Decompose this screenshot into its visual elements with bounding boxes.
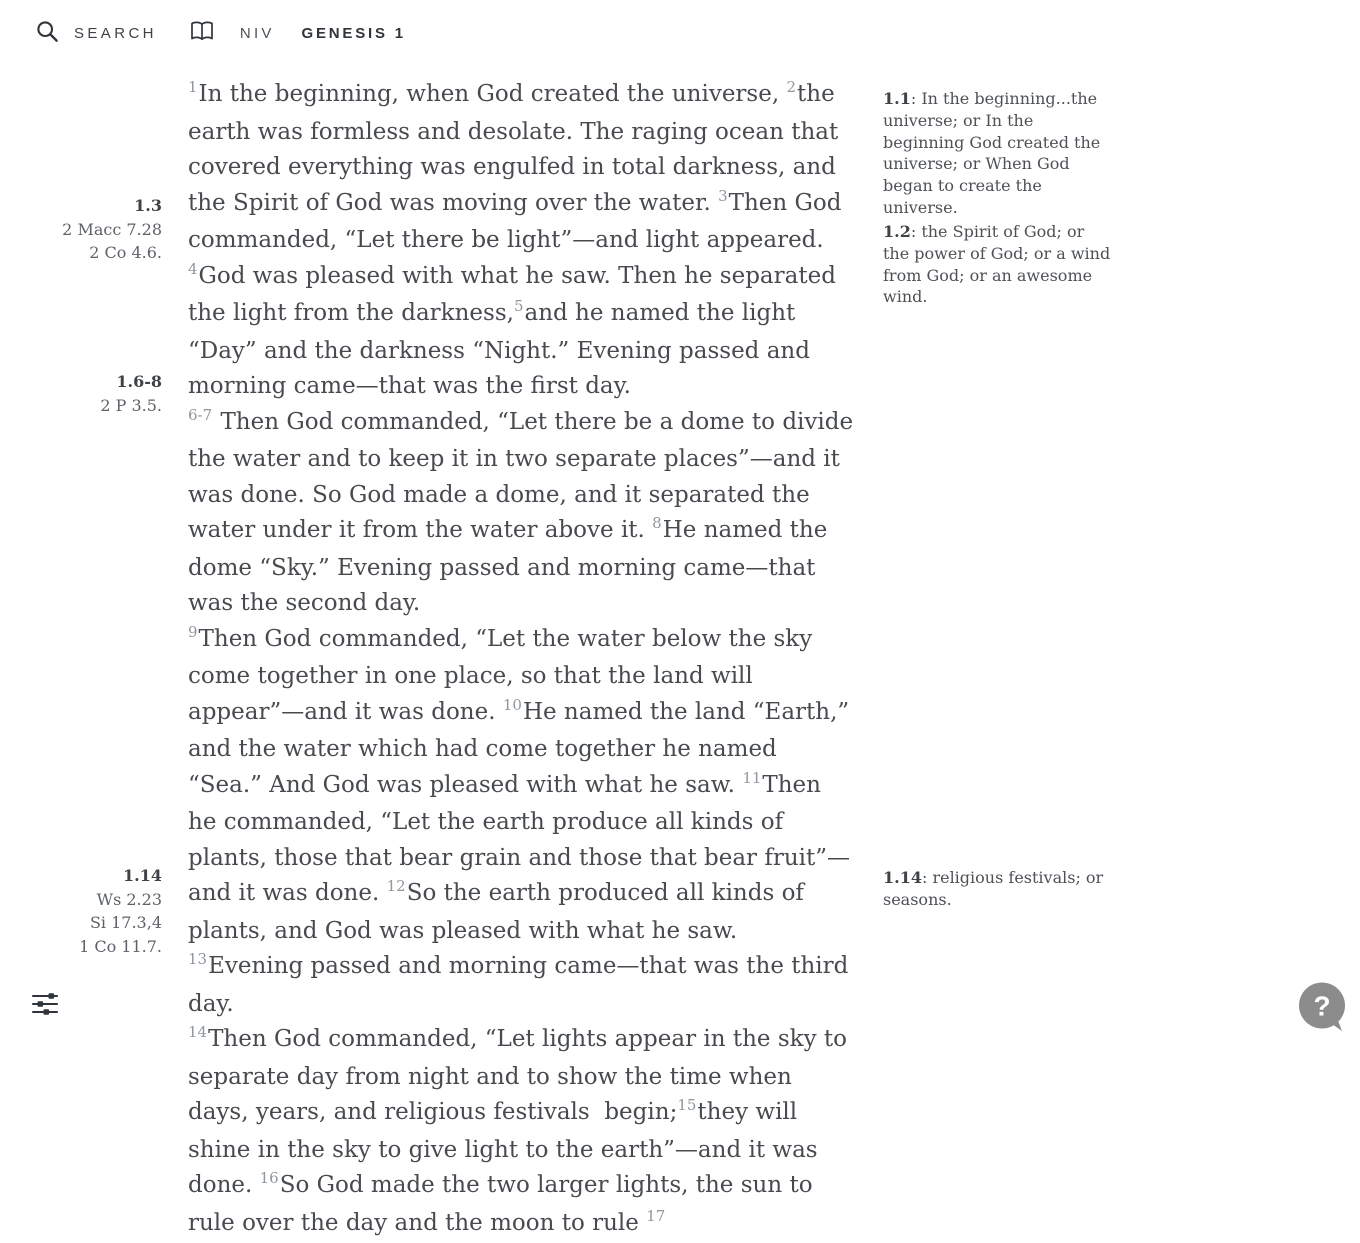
svg-text:?: ? (1313, 990, 1331, 1022)
display-settings-button[interactable] (30, 989, 60, 1019)
verse-paragraph: $^{6-7}$ Then God commanded, “Let there be a dome to divide the water and to keep it in two separate places”—and it was done. So God made a dome, and it separated the water under it from the water above it. $^8$He named the dome “Sky.” Evening passed and morning came—that was the second day. (188, 405, 854, 616)
footnote: 1.14: religious festivals; or seasons. (883, 868, 1104, 909)
cross-ref-link[interactable]: Si 17.3,4 (89, 913, 162, 932)
verse-number[interactable]: 11 (742, 768, 762, 787)
help-button[interactable] (1296, 981, 1348, 1033)
search-label: SEARCH (74, 24, 157, 42)
verse-number[interactable]: 1 (188, 78, 198, 96)
footnote-verse: 1.14 (883, 868, 922, 887)
footnote: 1.1: In the beginning...the universe; or In the beginning God created the universe; or When God began to create the universe. (883, 89, 1101, 217)
cross-ref-link[interactable]: 2 P 3.5. (100, 395, 162, 415)
cross-ref-verse: 1.3 (134, 196, 162, 215)
version-selector[interactable]: NIV (239, 24, 275, 42)
verse-number[interactable]: 6-7 (188, 405, 213, 424)
verse-number[interactable]: 4 (188, 259, 198, 278)
verse-paragraph: $^{14}$Then God commanded, “Let lights appear in the sky to separate day from night and to show the time when days, years, and religious festivals begin;$^{15}$they will shine in the sky to give light to the earth”—and it was done. $^{16}$So God made the two larger lights, the sun to rule over the day and the moon to rule $^{17}$ (188, 1023, 847, 1236)
cross-ref-link[interactable]: 2 Macc 7.28 (62, 219, 162, 239)
footnote-verse: 1.1 (883, 89, 911, 108)
cross-ref-link[interactable]: 2 Co 4.6. (89, 243, 162, 262)
verse-number[interactable]: 3 (718, 186, 728, 205)
verse-paragraph: $^9$Then God commanded, “Let the water below the sky come together in one place, so that the land will appear”—and it was done. $^{10}$He named the land “Earth,” and the water which had come together he named “Sea.” And God was pleased with what he saw. $^{11}$Then he commanded, “Let the earth produce all kinds of plants, those that bear grain and those that bear fruit”—and it was done. $^{12}$So the earth produced all kinds of plants, and God was pleased with what he saw. $^{13}$Evening passed and morning came—that was the third day. (188, 622, 851, 1017)
verse-number[interactable]: 17 (646, 1206, 666, 1225)
verse-number[interactable]: 10 (502, 695, 522, 714)
cross-ref-verse: 1.14 (123, 866, 162, 885)
verse-paragraph: $^1$In the beginning, when God created the universe, $^2$the earth was formless and desolate. The raging ocean that covered everything was engulfed in total darkness, and the Spirit of God was moving over the water. $^3$Then God commanded, “Let there be light”—and light appeared. $^4$God was pleased with what he saw. Then he separated the light from the darkness,$^5$and he named the light “Day” and the darkness “Night.” Evening passed and morning came—that was the first day. (188, 78, 842, 399)
cross-ref-link[interactable]: Ws 2.23 (96, 889, 162, 909)
chapter-selector[interactable]: GENESIS 1 (301, 24, 406, 42)
question-speech-bubble-icon (1296, 990, 1348, 1036)
verse-number[interactable]: 8 (652, 514, 662, 532)
cross-ref-group (62, 194, 162, 265)
cross-ref-column (20, 0, 162, 1044)
cross-ref-verse: 1.6-8 (116, 372, 162, 391)
verse-number[interactable]: 15 (677, 1096, 697, 1114)
sliders-icon (30, 1007, 60, 1022)
verse-number[interactable]: 2 (786, 78, 797, 96)
footnote-column (883, 0, 1111, 1044)
verse-number[interactable]: 9 (188, 622, 198, 641)
cross-ref-group (100, 370, 162, 417)
open-book-icon[interactable] (189, 20, 215, 47)
verse-number[interactable]: 5 (513, 297, 524, 315)
top-toolbar (0, 0, 1360, 66)
cross-ref-link[interactable]: 1 Co 11.7. (79, 936, 162, 956)
verse-number[interactable]: 14 (188, 1023, 208, 1041)
verse-number[interactable]: 16 (259, 1169, 279, 1187)
verse-number[interactable]: 13 (188, 950, 208, 968)
passage (188, 77, 854, 1243)
footnote-verse: 1.2 (883, 222, 911, 241)
footnote: 1.2: the Spirit of God; or the power of God; or a wind from God; or an awesome wind. (883, 222, 1111, 307)
verse-number[interactable]: 12 (386, 877, 406, 895)
cross-ref-group (79, 864, 162, 958)
